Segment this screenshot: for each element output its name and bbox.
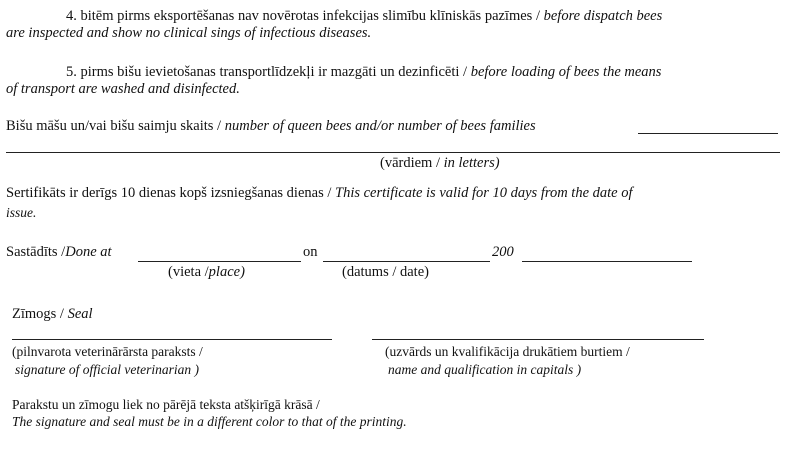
color-note-en: The signature and seal must be in a different color to that of the printing. [12, 414, 407, 429]
item-4-line-1 [66, 8, 662, 25]
in-letters-lv: (vārdiem / [380, 155, 440, 171]
count-en: number of queen bees and/or number of bees families [224, 118, 536, 134]
validity-line-1 [6, 185, 633, 202]
item-4-en: before dispatch bees [543, 8, 663, 24]
item-5-line-1 [66, 64, 661, 81]
place-en: place) [208, 264, 245, 280]
on-label: on [303, 244, 318, 260]
year-field[interactable] [522, 261, 692, 262]
place-caption [168, 264, 245, 281]
in-letters-caption [380, 155, 500, 172]
seal-label [12, 306, 93, 323]
count-lv: Bišu māšu un/vai bišu saimju skaits / [6, 118, 222, 134]
year-prefix: 200 [492, 244, 514, 260]
done-at-label [6, 244, 112, 261]
validity-lv: Sertifikāts ir derīgs 10 dienas kopš izsniegšanas dienas / [6, 185, 332, 201]
item-5-en: before loading of bees the means [470, 64, 662, 80]
signature-caption-lv: (pilnvarota veterinārārsta paraksts / [12, 344, 203, 359]
seal-en: Seal [67, 306, 93, 322]
date-caption: (datums / date) [342, 264, 429, 280]
count-field[interactable] [638, 133, 778, 134]
item-4-lv: 4. bitēm pirms eksportēšanas nav novērotas infekcijas slimību klīniskās pazīmes / [66, 8, 540, 24]
done-lv: Sastādīts / [6, 244, 66, 260]
signature-caption-en: signature of official veterinarian ) [15, 362, 199, 377]
validity-en: This certificate is valid for 10 days from the date of [335, 185, 633, 201]
date-field[interactable] [323, 261, 490, 262]
color-note-lv: Parakstu un zīmogu liek no pārējā teksta atšķirīgā krāsā / [12, 397, 320, 412]
done-en: Done at [65, 244, 112, 260]
signature-field[interactable] [12, 339, 332, 340]
item-5-lv: 5. pirms bišu ievietošanas transportlīdzekļi ir mazgāti un dezinficēti / [66, 64, 468, 80]
place-lv: (vieta / [168, 264, 209, 280]
in-letters-en: in letters) [443, 155, 500, 171]
name-caption-en: name and qualification in capitals ) [388, 362, 582, 377]
count-words-field[interactable] [6, 152, 780, 153]
name-caption-lv: (uzvārds un kvalifikācija drukātiem burtiem / [385, 344, 630, 359]
seal-lv: Zīmogs / [12, 306, 64, 322]
name-field[interactable] [372, 339, 704, 340]
place-field[interactable] [138, 261, 301, 262]
validity-line-2: issue. [6, 205, 37, 220]
item-4-line-2: are inspected and show no clinical sings of infectious diseases. [6, 25, 372, 41]
count-label [6, 118, 536, 135]
item-5-line-2: of transport are washed and disinfected. [6, 81, 240, 97]
